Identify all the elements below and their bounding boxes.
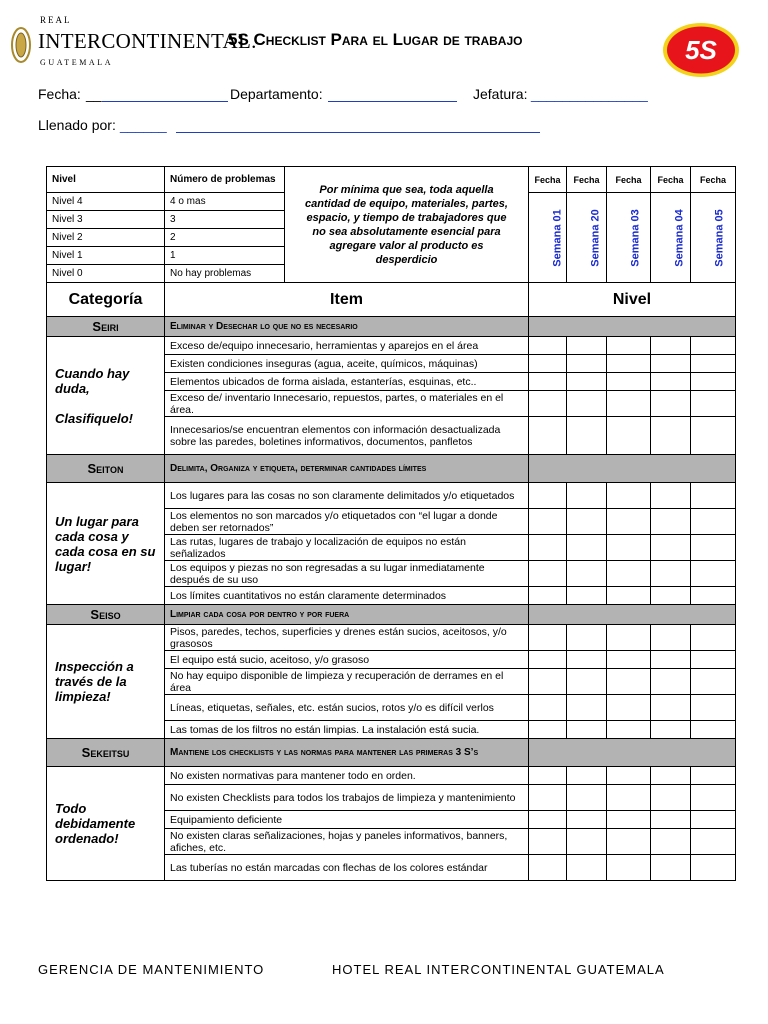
section-header-row — [47, 455, 736, 483]
check-cell-week-1[interactable] — [529, 721, 567, 739]
item-text: Las rutas, lugares de trabajo y localización de equipos no están señalizados — [165, 535, 529, 561]
section-header-row — [47, 739, 736, 767]
section-motto: Inspección a través de la limpieza! — [47, 625, 165, 739]
check-cell-week-5[interactable] — [691, 855, 736, 881]
check-cell-week-4[interactable] — [651, 695, 691, 721]
item-text: Exceso de/ inventario Innecesario, repuestos, partes, o materiales en el área. — [165, 391, 529, 417]
check-cell-week-4[interactable] — [651, 483, 691, 509]
check-cell-week-4[interactable] — [651, 721, 691, 739]
check-cell-week-2[interactable] — [567, 391, 607, 417]
check-cell-week-5[interactable] — [691, 829, 736, 855]
logo-city: GUATEMALA — [40, 58, 114, 67]
check-cell-week-3[interactable] — [607, 829, 651, 855]
check-cell-week-4[interactable] — [651, 767, 691, 785]
check-cell-week-2[interactable] — [567, 721, 607, 739]
item-text: Los equipos y piezas no son regresadas a su lugar inmediatamente después de su uso — [165, 561, 529, 587]
item-text: Los lugares para las cosas no son claramente delimitados y/o etiquetados — [165, 483, 529, 509]
check-cell-week-4[interactable] — [651, 561, 691, 587]
check-cell-week-1[interactable] — [529, 561, 567, 587]
item-text: Equipamiento deficiente — [165, 811, 529, 829]
check-cell-week-1[interactable] — [529, 355, 567, 373]
legend-nivel: Nivel 3 — [47, 211, 165, 229]
week-label-1 — [529, 193, 567, 283]
check-cell-week-3[interactable] — [607, 355, 651, 373]
check-cell-week-2[interactable] — [567, 785, 607, 811]
column-header-row — [47, 283, 736, 317]
fecha-prefix: __ — [86, 86, 102, 102]
week-label-4 — [651, 193, 691, 283]
check-cell-week-1[interactable] — [529, 483, 567, 509]
legend-problemas: No hay problemas — [165, 265, 285, 283]
check-cell-week-1[interactable] — [529, 509, 567, 535]
check-cell-week-2[interactable] — [567, 695, 607, 721]
section-nivel-cell — [529, 739, 736, 767]
item-text: El equipo está sucio, aceitoso, y/o grasoso — [165, 651, 529, 669]
check-cell-week-5[interactable] — [691, 561, 736, 587]
llenado-label: Llenado por: — [38, 117, 116, 133]
check-cell-week-5[interactable] — [691, 811, 736, 829]
logo-name: INTERCONTINENTAL. — [38, 29, 257, 53]
check-cell-week-5[interactable] — [691, 721, 736, 739]
section-motto: Cuando hay duda, Clasifiquelo! — [47, 337, 165, 455]
check-cell-week-3[interactable] — [607, 373, 651, 391]
item-row — [47, 625, 736, 651]
week-fecha-3: Fecha — [607, 167, 651, 193]
check-cell-week-4[interactable] — [651, 417, 691, 455]
section-nivel-cell — [529, 317, 736, 337]
section-desc: Delimita, Organiza y etiqueta, determinar cantidades límites — [165, 455, 529, 483]
check-cell-week-4[interactable] — [651, 785, 691, 811]
check-cell-week-4[interactable] — [651, 651, 691, 669]
check-cell-week-4[interactable] — [651, 337, 691, 355]
legend-nivel: Nivel 1 — [47, 247, 165, 265]
section-desc: Mantiene los checklists y las normas para mantener las primeras 3 S’s — [165, 739, 529, 767]
check-cell-week-4[interactable] — [651, 587, 691, 605]
check-cell-week-3[interactable] — [607, 785, 651, 811]
check-cell-week-1[interactable] — [529, 811, 567, 829]
check-cell-week-4[interactable] — [651, 391, 691, 417]
item-text: Elementos ubicados de forma aislada, estanterías, esquinas, etc.. — [165, 373, 529, 391]
item-row — [47, 337, 736, 355]
check-cell-week-3[interactable] — [607, 669, 651, 695]
section-nivel-cell — [529, 605, 736, 625]
check-cell-week-3[interactable] — [607, 811, 651, 829]
check-cell-week-1[interactable] — [529, 829, 567, 855]
legend-header-problemas: Número de problemas — [165, 167, 285, 193]
check-cell-week-1[interactable] — [529, 337, 567, 355]
check-cell-week-2[interactable] — [567, 669, 607, 695]
check-cell-week-1[interactable] — [529, 785, 567, 811]
week-label-text: Semana 20 — [589, 208, 602, 267]
section-name: Seiri — [47, 317, 165, 337]
legend-problemas: 1 — [165, 247, 285, 265]
check-cell-week-4[interactable] — [651, 855, 691, 881]
week-label-text: Semana 03 — [629, 208, 642, 267]
section-name: Sekeitsu — [47, 739, 165, 767]
item-text: Los límites cuantitativos no están claramente determinados — [165, 587, 529, 605]
footer-hotel: HOTEL REAL INTERCONTINENTAL GUATEMALA — [332, 962, 665, 977]
item-text: Exceso de/equipo innecesario, herramientas y aparejos en el área — [165, 337, 529, 355]
check-cell-week-4[interactable] — [651, 829, 691, 855]
check-cell-week-3[interactable] — [607, 695, 651, 721]
check-cell-week-1[interactable] — [529, 587, 567, 605]
check-cell-week-3[interactable] — [607, 391, 651, 417]
item-text: Existen condiciones inseguras (agua, aceite, químicos, máquinas) — [165, 355, 529, 373]
fecha-label: Fecha: — [38, 86, 81, 102]
checklist-table — [46, 166, 736, 881]
check-cell-week-5[interactable] — [691, 669, 736, 695]
legend-problemas: 3 — [165, 211, 285, 229]
week-fecha-5: Fecha — [691, 167, 736, 193]
item-row — [47, 483, 736, 509]
check-cell-week-4[interactable] — [651, 509, 691, 535]
legend-nivel: Nivel 2 — [47, 229, 165, 247]
check-cell-week-1[interactable] — [529, 695, 567, 721]
check-cell-week-2[interactable] — [567, 509, 607, 535]
section-header-row — [47, 605, 736, 625]
item-text: Los elementos no son marcados y/o etiquetados con “el lugar a donde deben ser retornados” — [165, 509, 529, 535]
check-cell-week-5[interactable] — [691, 785, 736, 811]
item-text: No existen claras señalizaciones, hojas y paneles informativos, banners, afiches, etc. — [165, 829, 529, 855]
check-cell-week-2[interactable] — [567, 811, 607, 829]
item-row — [47, 767, 736, 785]
check-cell-week-5[interactable] — [691, 695, 736, 721]
item-text: Líneas, etiquetas, señales, etc. están sucios, rotos y/o es difícil verlos — [165, 695, 529, 721]
departamento-line[interactable] — [328, 101, 457, 102]
jefatura-label: Jefatura: — [473, 86, 528, 102]
check-cell-week-2[interactable] — [567, 855, 607, 881]
item-text: Innecesarios/se encuentran elementos con información desactualizada sobre las paredes, boletines informativos, documentos, panfletos — [165, 417, 529, 455]
section-name: Seiso — [47, 605, 165, 625]
check-cell-week-4[interactable] — [651, 535, 691, 561]
item-text: No hay equipo disponible de limpieza y recuperación de derrames en el área — [165, 669, 529, 695]
check-cell-week-3[interactable] — [607, 651, 651, 669]
check-cell-week-1[interactable] — [529, 625, 567, 651]
check-cell-week-3[interactable] — [607, 625, 651, 651]
check-cell-week-5[interactable] — [691, 767, 736, 785]
legend-problemas: 2 — [165, 229, 285, 247]
check-cell-week-4[interactable] — [651, 625, 691, 651]
check-cell-week-3[interactable] — [607, 417, 651, 455]
legend-header-nivel: Nivel — [47, 167, 165, 193]
hotel-logo — [10, 15, 257, 75]
check-cell-week-5[interactable] — [691, 509, 736, 535]
check-cell-week-3[interactable] — [607, 535, 651, 561]
section-motto: Un lugar para cada cosa y cada cosa en su lugar! — [47, 483, 165, 605]
check-cell-week-5[interactable] — [691, 391, 736, 417]
badge-text: 5S — [685, 35, 717, 65]
check-cell-week-3[interactable] — [607, 767, 651, 785]
week-fecha-1: Fecha — [529, 167, 567, 193]
legend-problemas: 4 o mas — [165, 193, 285, 211]
5s-badge — [661, 21, 741, 79]
header-item: Item — [165, 283, 529, 317]
check-cell-week-1[interactable] — [529, 767, 567, 785]
waste-note: Por mínima que sea, toda aquella cantidad de equipo, materiales, partes, espacio, y tiempo de trabajadores que no sea absolutamente esencial para agregare valor al producto es desperdicio — [285, 167, 529, 283]
check-cell-week-3[interactable] — [607, 587, 651, 605]
legend-row — [47, 167, 736, 193]
item-text: Las tomas de los filtros no están limpias. La instalación está sucia. — [165, 721, 529, 739]
check-cell-week-5[interactable] — [691, 483, 736, 509]
check-cell-week-1[interactable] — [529, 373, 567, 391]
check-cell-week-4[interactable] — [651, 811, 691, 829]
check-cell-week-2[interactable] — [567, 561, 607, 587]
check-cell-week-5[interactable] — [691, 337, 736, 355]
check-cell-week-2[interactable] — [567, 373, 607, 391]
check-cell-week-3[interactable] — [607, 509, 651, 535]
week-label-text: Semana 04 — [673, 208, 686, 267]
week-label-text: Semana 01 — [551, 208, 564, 267]
llenado-line[interactable] — [176, 132, 540, 133]
check-cell-week-4[interactable] — [651, 669, 691, 695]
item-text: No existen normativas para mantener todo en orden. — [165, 767, 529, 785]
check-cell-week-2[interactable] — [567, 767, 607, 785]
item-text: Las tuberías no están marcadas con flechas de los colores estándar — [165, 855, 529, 881]
section-nivel-cell — [529, 455, 736, 483]
check-cell-week-2[interactable] — [567, 483, 607, 509]
check-cell-week-3[interactable] — [607, 337, 651, 355]
check-cell-week-5[interactable] — [691, 373, 736, 391]
footer-department: GERENCIA DE MANTENIMIENTO — [38, 962, 265, 977]
check-cell-week-1[interactable] — [529, 651, 567, 669]
item-text: Pisos, paredes, techos, superficies y drenes están sucios, aceitosos, y/o grasosos — [165, 625, 529, 651]
legend-nivel: Nivel 4 — [47, 193, 165, 211]
week-label-5 — [691, 193, 736, 283]
check-cell-week-1[interactable] — [529, 391, 567, 417]
check-cell-week-5[interactable] — [691, 535, 736, 561]
week-fecha-4: Fecha — [651, 167, 691, 193]
check-cell-week-1[interactable] — [529, 855, 567, 881]
check-cell-week-3[interactable] — [607, 721, 651, 739]
week-fecha-2: Fecha — [567, 167, 607, 193]
check-cell-week-2[interactable] — [567, 587, 607, 605]
section-header-row — [47, 317, 736, 337]
jefatura-line[interactable]: _______________ — [531, 86, 648, 102]
fecha-line[interactable] — [102, 101, 228, 102]
header-categoria: Categoría — [47, 283, 165, 317]
check-cell-week-2[interactable] — [567, 829, 607, 855]
check-cell-week-5[interactable] — [691, 587, 736, 605]
section-motto: Todo debidamente ordenado! — [47, 767, 165, 881]
check-cell-week-2[interactable] — [567, 337, 607, 355]
week-label-text: Semana 05 — [713, 208, 726, 267]
week-label-3 — [607, 193, 651, 283]
page-title: 5S Checklist Para el Lugar de trabajo — [228, 30, 523, 49]
check-cell-week-1[interactable] — [529, 417, 567, 455]
item-text: No existen Checklists para todos los trabajos de limpieza y mantenimiento — [165, 785, 529, 811]
llenado-prefix: ______ — [120, 117, 167, 133]
check-cell-week-5[interactable] — [691, 651, 736, 669]
departamento-label: Departamento: — [230, 86, 323, 102]
check-cell-week-4[interactable] — [651, 373, 691, 391]
check-cell-week-3[interactable] — [607, 855, 651, 881]
legend-nivel: Nivel 0 — [47, 265, 165, 283]
check-cell-week-2[interactable] — [567, 535, 607, 561]
logo-real: REAL — [40, 15, 72, 25]
check-cell-week-1[interactable] — [529, 669, 567, 695]
section-desc: Eliminar y Desechar lo que no es necesario — [165, 317, 529, 337]
week-label-2 — [567, 193, 607, 283]
check-cell-week-5[interactable] — [691, 625, 736, 651]
section-name: Seiton — [47, 455, 165, 483]
crest-icon — [10, 25, 32, 65]
check-cell-week-5[interactable] — [691, 417, 736, 455]
check-cell-week-3[interactable] — [607, 483, 651, 509]
check-cell-week-2[interactable] — [567, 417, 607, 455]
check-cell-week-4[interactable] — [651, 355, 691, 373]
check-cell-week-2[interactable] — [567, 625, 607, 651]
check-cell-week-2[interactable] — [567, 651, 607, 669]
section-desc: Limpiar cada cosa por dentro y por fuera — [165, 605, 529, 625]
check-cell-week-1[interactable] — [529, 535, 567, 561]
check-cell-week-3[interactable] — [607, 561, 651, 587]
check-cell-week-5[interactable] — [691, 355, 736, 373]
check-cell-week-2[interactable] — [567, 355, 607, 373]
header-nivel: Nivel — [529, 283, 736, 317]
